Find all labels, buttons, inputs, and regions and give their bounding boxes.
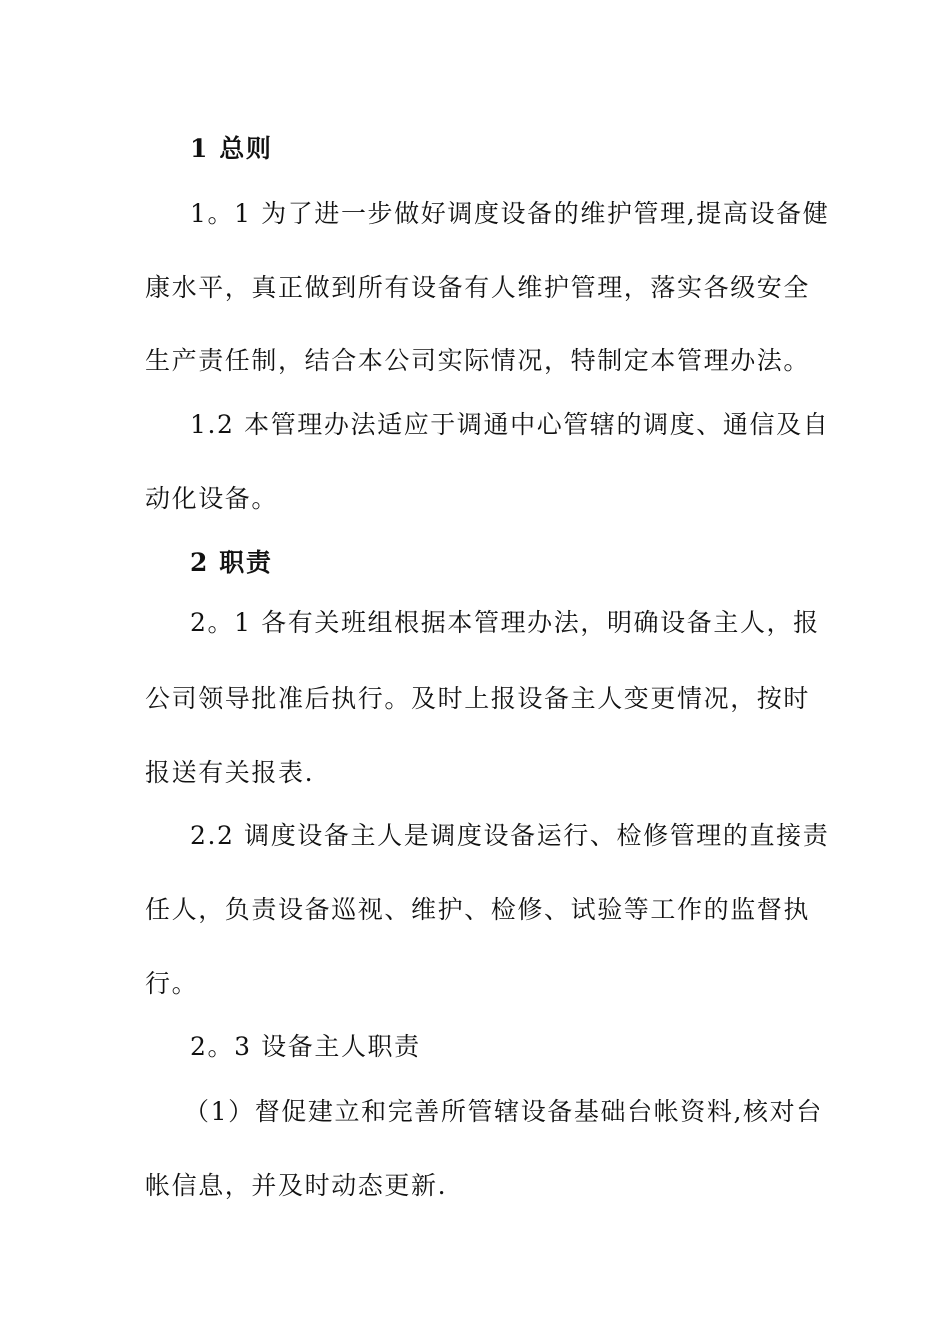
paragraph-line: 公司领导批准后执行。及时上报设备主人变更情况，按时 xyxy=(145,684,811,713)
paragraph-line: 任人，负责设备巡视、维护、检修、试验等工作的监督执 xyxy=(145,895,811,924)
paragraph-line: 2.2 调度设备主人是调度设备运行、检修管理的直接责 xyxy=(190,821,830,850)
paragraph-line: 帐信息，并及时动态更新. xyxy=(145,1171,448,1200)
section-heading: 2 职责 xyxy=(190,548,273,577)
paragraph-line: 报送有关报表. xyxy=(145,758,315,787)
paragraph-line: 2。1 各有关班组根据本管理办法，明确设备主人，报 xyxy=(190,608,820,637)
paragraph-line: 康水平，真正做到所有设备有人维护管理，落实各级安全 xyxy=(145,273,811,302)
paragraph-line: 2。3 设备主人职责 xyxy=(190,1032,421,1061)
paragraph-line: 1.2 本管理办法适应于调通中心管辖的调度、通信及自 xyxy=(190,410,830,439)
paragraph-line: 生产责任制，结合本公司实际情况，特制定本管理办法。 xyxy=(145,346,811,375)
paragraph-line: 动化设备。 xyxy=(145,484,279,513)
paragraph-line: 行。 xyxy=(145,969,199,998)
section-heading: 1 总则 xyxy=(190,134,273,163)
paragraph-line: （1）督促建立和完善所管辖设备基础台帐资料,核对台 xyxy=(184,1097,823,1126)
paragraph-line: 1。1 为了进一步做好调度设备的维护管理,提高设备健 xyxy=(190,199,830,228)
